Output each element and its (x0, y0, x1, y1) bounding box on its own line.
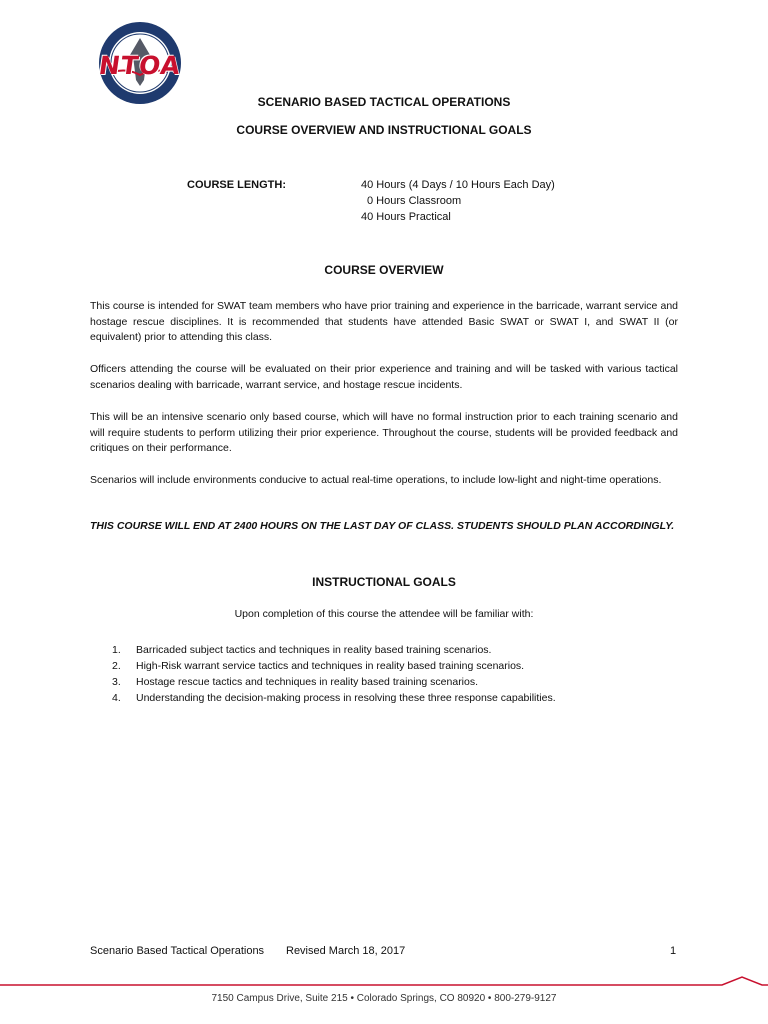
course-length-practical: 40 Hours Practical (361, 211, 451, 223)
footer-revision-date: Revised March 18, 2017 (286, 945, 406, 957)
ntoa-logo (97, 20, 183, 106)
course-overview-heading: COURSE OVERVIEW (324, 263, 444, 277)
list-item-text: Hostage rescue tactics and techniques in reality based training scenarios. (136, 676, 479, 688)
footer-course-name: Scenario Based Tactical Operations (90, 945, 265, 957)
logo-wordmark: NTOA (97, 51, 183, 80)
course-end-notice: THIS COURSE WILL END AT 2400 HOURS ON THE LAST DAY OF CLASS. STUDENTS SHOULD PLAN ACCORDINGLY. (90, 520, 675, 532)
document-title: SCENARIO BASED TACTICAL OPERATIONS (257, 95, 511, 109)
footer-address: 7150 Campus Drive, Suite 215 • Colorado Springs, CO 80920 • 800-279-9127 (211, 993, 557, 1004)
list-item-text: Barricaded subject tactics and techniques in reality based training scenarios. (136, 644, 492, 656)
course-length-total: 40 Hours (4 Days / 10 Hours Each Day) (361, 179, 555, 191)
document-subtitle: COURSE OVERVIEW AND INSTRUCTIONAL GOALS (236, 123, 532, 137)
instructional-goals-heading: INSTRUCTIONAL GOALS (312, 575, 456, 589)
overview-paragraph: This course is intended for SWAT team members who have prior training and experience in the barricade, warrant service and hostage rescue disciplines. It is recommended that students have attended Basic SWAT or SWAT I, and SWAT II (or equivalent) prior to attending this class. (90, 300, 678, 343)
footer-divider (0, 973, 768, 995)
list-item (112, 674, 672, 690)
list-item (112, 658, 672, 674)
list-item (112, 642, 672, 658)
list-item-number: 2. (112, 660, 121, 672)
course-length-classroom: 0 Hours Classroom (367, 195, 462, 207)
list-item-number: 1. (112, 644, 121, 656)
page-number: 1 (670, 945, 677, 957)
course-length-label: COURSE LENGTH: (187, 179, 286, 191)
goals-intro: Upon completion of this course the attendee will be familiar with: (234, 608, 534, 620)
list-item (112, 690, 672, 706)
overview-paragraph: This will be an intensive scenario only based course, which will have no formal instruction prior to each training scenario and will require students to perform utilizing their prior experience. Throughout the course, students will be provided feedback and critiques on their performance. (90, 411, 678, 454)
list-item-number: 3. (112, 676, 121, 688)
overview-paragraph: Officers attending the course will be evaluated on their prior experience and training and will be tasked with various tactical scenarios dealing with barricade, warrant service, and hostage rescue incidents. (90, 363, 678, 391)
list-item-text: High-Risk warrant service tactics and techniques in reality based training scenarios. (136, 660, 525, 672)
list-item-text: Understanding the decision-making process in resolving these three response capabilities. (136, 692, 556, 704)
goals-list (112, 642, 672, 706)
overview-paragraph: Scenarios will include environments conducive to actual real-time operations, to include low-light and night-time operations. (90, 474, 662, 486)
list-item-number: 4. (112, 692, 121, 704)
